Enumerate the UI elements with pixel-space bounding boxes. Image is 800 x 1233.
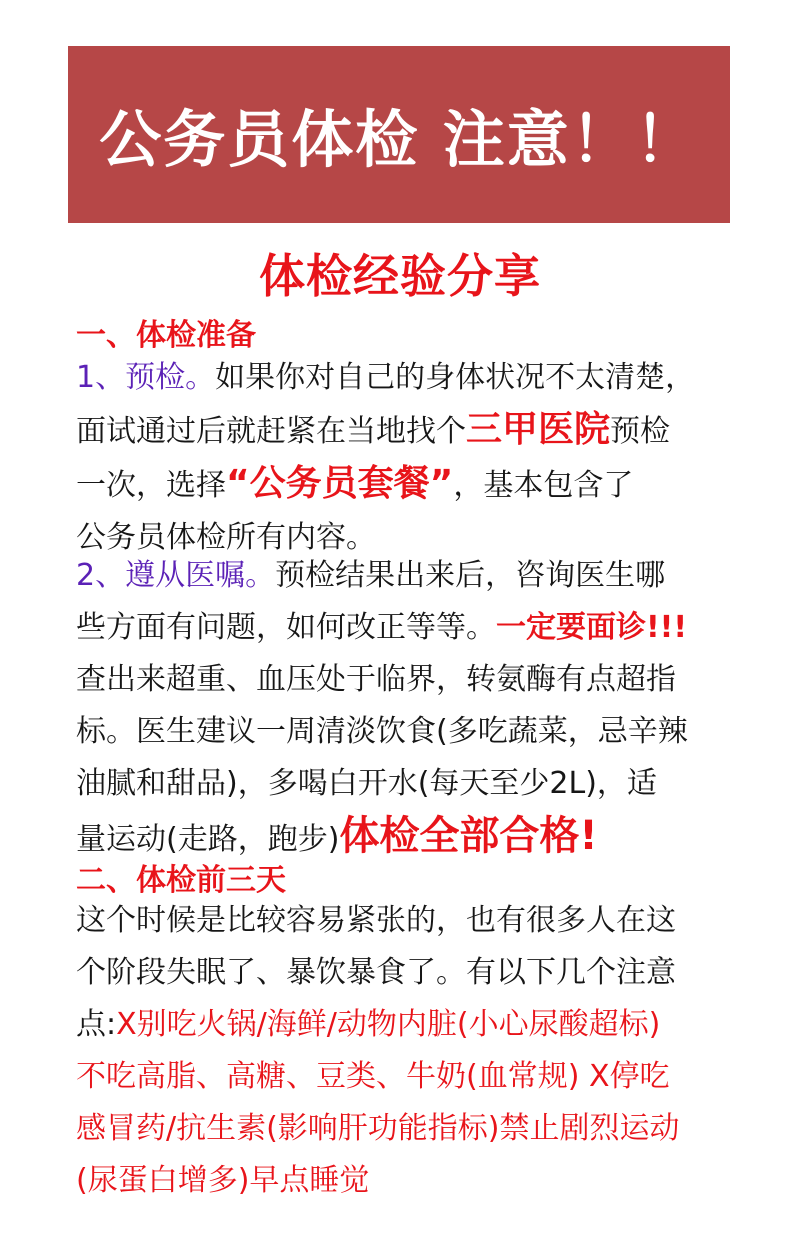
text-span: 量运动(走路，跑步) — [76, 822, 340, 857]
section-heading-preparation: 一、体检准备 — [76, 318, 256, 353]
paragraph-line — [76, 458, 756, 512]
highlight-interview: 一定要面诊!!! — [496, 610, 688, 645]
paragraph-three-days-before — [76, 895, 756, 1207]
notice-line: (尿蛋白增多)早点睡觉 — [76, 1163, 370, 1198]
notice-text: X别吃火锅/海鲜/动物内脏(小心尿酸超标) — [116, 1007, 661, 1042]
page-subtitle: 体检经验分享 — [259, 249, 541, 303]
text-span: 面试通过后就赶紧在当地找个 — [76, 414, 466, 449]
highlight-hospital: 三甲医院 — [466, 409, 611, 450]
paragraph-line — [76, 602, 756, 654]
paragraph-line — [76, 352, 756, 404]
text-span: ，基本包含了 — [453, 468, 634, 503]
text-span: 一次，选择 — [76, 468, 226, 503]
highlight-package: “公务员套餐” — [226, 463, 454, 504]
paragraph-precheck — [76, 352, 756, 564]
highlight-all-pass: 体检全部合格! — [339, 813, 598, 859]
text-span: 些方面有问题，如何改正等等。 — [76, 610, 496, 645]
paragraph-line: 查出来超重、血压处于临界，转氨酶有点超指 — [76, 662, 676, 697]
paragraph-line: 个阶段失眠了、暴饮暴食了。有以下几个注意 — [76, 955, 676, 990]
text-span: 预检结果出来后，咨询医生哪 — [275, 558, 666, 593]
text-span: 点: — [76, 1007, 117, 1042]
paragraph-line: 公务员体检所有内容。 — [76, 520, 376, 555]
paragraph-follow-advice — [76, 550, 756, 866]
notice-line: 感冒药/抗生素(影响肝功能指标)禁止剧烈运动 — [76, 1111, 680, 1146]
notice-line: 不吃高脂、高糖、豆类、牛奶(血常规) X停吃 — [76, 1059, 670, 1094]
paragraph-line: 油腻和甜品)，多喝白开水(每天至少2L)，适 — [76, 766, 657, 801]
text-span: 预检 — [610, 414, 671, 449]
paragraph-line — [76, 999, 756, 1051]
paragraph-line — [76, 550, 756, 602]
paragraph-line: 标。医生建议一周清淡饮食(多吃蔬菜，忌辛辣 — [76, 714, 688, 749]
section-heading-three-days-before: 二、体检前三天 — [76, 863, 286, 898]
paragraph-line — [76, 404, 756, 458]
text-span: 如果你对自己的身体状况不太清楚， — [215, 360, 696, 395]
paragraph-line: 这个时候是比较容易紧张的，也有很多人在这 — [76, 903, 676, 938]
item-marker-precheck: 1、预检。 — [76, 360, 216, 395]
banner-title: 公务员体检 注意！！ — [99, 103, 699, 176]
title-banner — [68, 46, 730, 223]
item-marker-follow-advice: 2、遵从医嘱。 — [76, 558, 276, 593]
